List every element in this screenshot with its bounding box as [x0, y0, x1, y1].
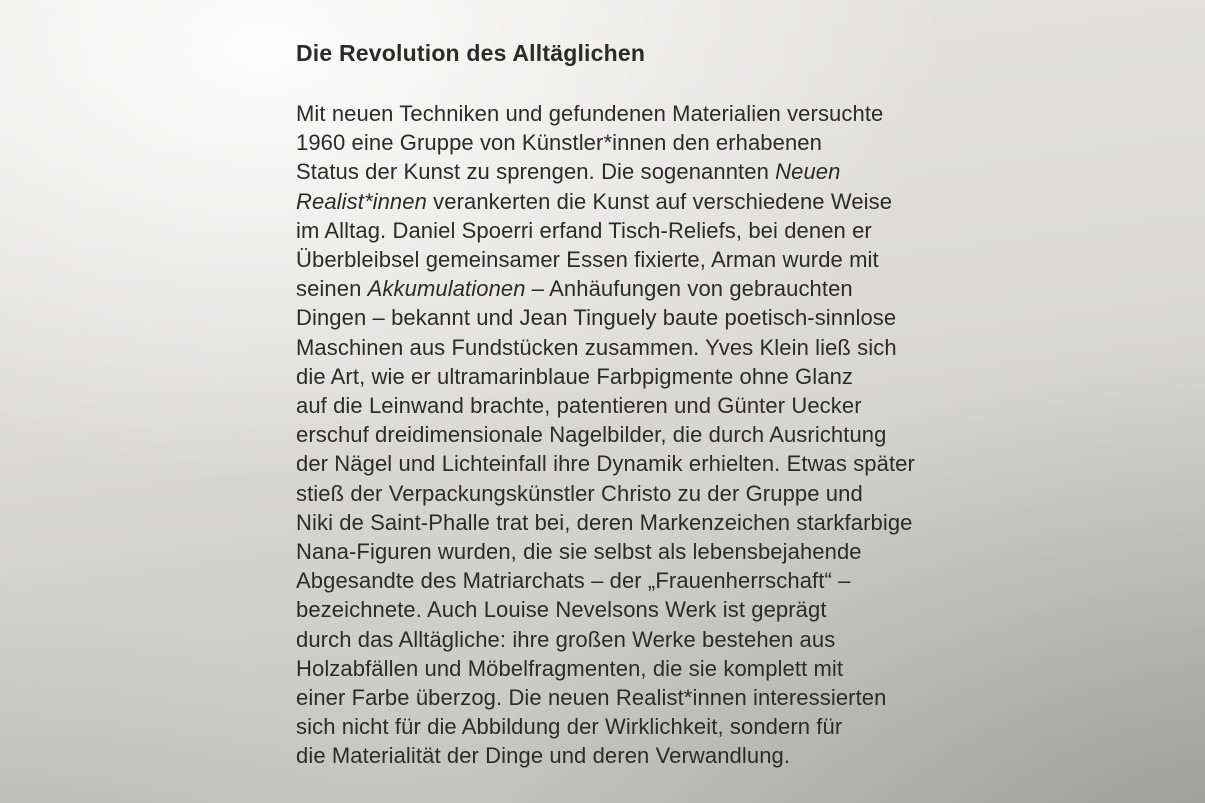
panel-title: Die Revolution des Alltäglichen — [296, 40, 646, 66]
text-line — [296, 274, 976, 303]
text-segment: 1960 eine Gruppe von Künstler*innen den erhabenen — [296, 130, 822, 156]
text-line — [296, 595, 976, 624]
text-segment: stieß der Verpackungskünstler Christo zu der Gruppe und — [296, 480, 863, 506]
text-segment: Dingen – bekannt und Jean Tinguely baute poetisch-sinnlose — [296, 305, 897, 331]
text-line — [296, 741, 976, 770]
text-line — [296, 303, 976, 332]
italic-text-segment: Akkumulationen — [367, 276, 526, 302]
text-segment: Mit neuen Techniken und gefundenen Materialien versuchte — [296, 101, 884, 126]
text-segment: Überbleibsel gemeinsamer Essen fixierte, Arman wurde mit — [296, 247, 879, 273]
text-line — [296, 566, 976, 595]
text-segment: – Anhäufungen von gebrauchten — [525, 276, 853, 302]
text-line — [296, 362, 976, 391]
text-segment: Abgesandte des Matriarchats – der „Frauenherrschaft“ – — [296, 568, 851, 594]
text-line — [296, 683, 976, 712]
text-segment: Nana-Figuren wurden, die sie selbst als lebensbejahende — [296, 539, 862, 565]
text-line — [296, 245, 976, 274]
panel-body — [296, 99, 976, 771]
wall-text-panel — [296, 38, 976, 771]
text-line — [296, 333, 976, 362]
text-line — [296, 654, 976, 683]
text-line — [296, 420, 976, 449]
text-segment: seinen — [296, 276, 368, 302]
text-line — [296, 391, 976, 420]
text-segment: sich nicht für die Abbildung der Wirklichkeit, sondern für — [296, 714, 843, 740]
text-line — [296, 99, 976, 128]
text-segment: Niki de Saint-Phalle trat bei, deren Markenzeichen starkfarbige — [296, 509, 913, 535]
text-segment: die Art, wie er ultramarinblaue Farbpigmente ohne Glanz — [296, 363, 854, 389]
italic-text-segment: Neuen — [775, 159, 841, 185]
text-line — [296, 479, 976, 508]
text-line — [296, 625, 976, 654]
text-line — [296, 712, 976, 741]
text-segment: auf die Leinwand brachte, patentieren und Günter Uecker — [296, 393, 862, 419]
text-segment: einer Farbe überzog. Die neuen Realist*innen interessierten — [296, 685, 887, 711]
text-segment: im Alltag. Daniel Spoerri erfand Tisch-Reliefs, bei denen er — [296, 217, 872, 243]
text-segment: bezeichnete. Auch Louise Nevelsons Werk ist geprägt — [296, 597, 827, 623]
text-line — [296, 216, 976, 245]
text-segment: die Materialität der Dinge und deren Verwandlung. — [296, 743, 791, 769]
text-line — [296, 537, 976, 566]
text-segment: Status der Kunst zu sprengen. Die sogenannten — [296, 159, 776, 185]
text-segment: erschuf dreidimensionale Nagelbilder, die durch Ausrichtung — [296, 422, 887, 448]
text-segment: der Nägel und Lichteinfall ihre Dynamik erhielten. Etwas später — [296, 451, 915, 477]
text-segment: Maschinen aus Fundstücken zusammen. Yves Klein ließ sich — [296, 334, 897, 360]
text-line — [296, 187, 976, 216]
text-segment: verankerten die Kunst auf verschiedene Weise — [426, 188, 893, 214]
text-segment: Holzabfällen und Möbelfragmenten, die sie komplett mit — [296, 655, 844, 681]
text-line — [296, 128, 976, 157]
text-line — [296, 157, 976, 186]
text-segment: durch das Alltägliche: ihre großen Werke bestehen aus — [296, 626, 836, 652]
text-line — [296, 508, 976, 537]
italic-text-segment: Realist*innen — [296, 188, 427, 214]
text-line — [296, 449, 976, 478]
